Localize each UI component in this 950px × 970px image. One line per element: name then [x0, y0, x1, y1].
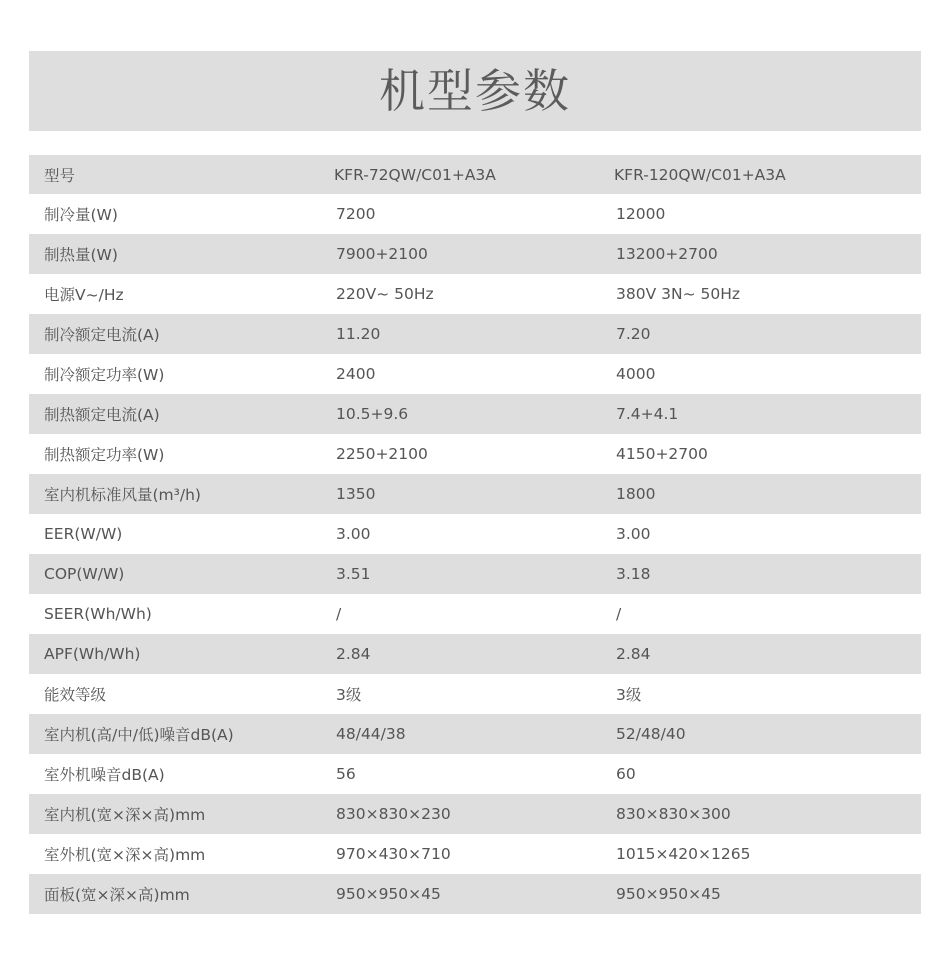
page-title: 机型参数	[379, 64, 571, 118]
table-row	[29, 794, 921, 834]
spec-value-a-cell: 2400	[336, 365, 376, 383]
spec-label-cell: 室外机噪音dB(A)	[44, 766, 165, 784]
spec-value-b-cell: 3.18	[616, 565, 651, 583]
spec-label-cell: 制热额定功率(W)	[44, 446, 165, 464]
spec-label-cell: 电源V~/Hz	[44, 286, 124, 304]
spec-value-b-cell: 950×950×45	[616, 885, 721, 903]
header-model-b-cell: KFR-120QW/C01+A3A	[614, 165, 786, 184]
spec-value-a-cell: 3.51	[336, 565, 371, 583]
spec-value-b-cell: 12000	[616, 205, 666, 223]
table-row	[29, 714, 921, 754]
spec-value-a-cell: 56	[336, 765, 356, 783]
table-row	[29, 434, 921, 474]
spec-value-a-cell: /	[336, 605, 342, 623]
spec-value-b-cell: 4000	[616, 365, 656, 383]
table-row	[29, 514, 921, 554]
header-model-a-cell: KFR-72QW/C01+A3A	[334, 165, 496, 184]
table-row	[29, 194, 921, 234]
spec-value-a-cell: 2.84	[336, 645, 371, 663]
spec-label-cell: 制冷额定功率(W)	[44, 366, 165, 384]
spec-label-cell: SEER(Wh/Wh)	[44, 605, 152, 623]
spec-label-cell: COP(W/W)	[44, 565, 125, 583]
spec-value-b-cell: 3.00	[616, 525, 651, 543]
spec-label-cell: 室内机(宽×深×高)mm	[44, 806, 206, 824]
spec-value-b-cell: 3级	[616, 686, 642, 704]
spec-table	[29, 155, 921, 914]
spec-value-b-cell: /	[616, 605, 622, 623]
spec-label-cell: 制热额定电流(A)	[44, 406, 160, 424]
spec-value-a-cell: 830×830×230	[336, 805, 451, 823]
spec-value-b-cell: 380V 3N~ 50Hz	[616, 285, 740, 303]
table-row	[29, 874, 921, 914]
table-row	[29, 754, 921, 794]
spec-value-b-cell: 7.4+4.1	[616, 405, 679, 423]
spec-value-b-cell: 2.84	[616, 645, 651, 663]
spec-value-a-cell: 2250+2100	[336, 445, 428, 463]
spec-value-b-cell: 1800	[616, 485, 656, 503]
table-row	[29, 474, 921, 514]
spec-value-a-cell: 3.00	[336, 525, 371, 543]
spec-label-cell: APF(Wh/Wh)	[44, 645, 141, 663]
spec-value-b-cell: 7.20	[616, 325, 651, 343]
spec-value-b-cell: 13200+2700	[616, 245, 718, 263]
table-row	[29, 834, 921, 874]
spec-value-a-cell: 7900+2100	[336, 245, 428, 263]
title-bar	[29, 51, 921, 131]
table-row	[29, 594, 921, 634]
table-row	[29, 394, 921, 434]
spec-value-b-cell: 60	[616, 765, 636, 783]
spec-value-a-cell: 1350	[336, 485, 376, 503]
spec-value-a-cell: 950×950×45	[336, 885, 441, 903]
spec-label-cell: 制热量(W)	[44, 246, 118, 264]
table-row	[29, 634, 921, 674]
spec-label-cell: EER(W/W)	[44, 525, 123, 543]
spec-value-a-cell: 220V~ 50Hz	[336, 285, 434, 303]
spec-value-b-cell: 1015×420×1265	[616, 845, 751, 863]
spec-label-cell: 室外机(宽×深×高)mm	[44, 846, 206, 864]
spec-label-cell: 室内机(高/中/低)噪音dB(A)	[44, 726, 234, 744]
spec-value-b-cell: 4150+2700	[616, 445, 708, 463]
header-label-cell: 型号	[44, 166, 76, 185]
table-row	[29, 674, 921, 714]
spec-label-cell: 面板(宽×深×高)mm	[44, 886, 190, 904]
table-row	[29, 274, 921, 314]
spec-label-cell: 制冷量(W)	[44, 206, 118, 224]
spec-label-cell: 制冷额定电流(A)	[44, 326, 160, 344]
spec-value-a-cell: 11.20	[336, 325, 381, 343]
spec-value-b-cell: 52/48/40	[616, 725, 686, 743]
spec-value-a-cell: 7200	[336, 205, 376, 223]
spec-value-a-cell: 970×430×710	[336, 845, 451, 863]
table-row	[29, 554, 921, 594]
spec-value-a-cell: 10.5+9.6	[336, 405, 409, 423]
table-row	[29, 354, 921, 394]
spec-value-a-cell: 48/44/38	[336, 725, 406, 743]
spec-label-cell: 室内机标准风量(m³/h)	[44, 486, 201, 504]
table-row	[29, 314, 921, 354]
table-header-row	[29, 155, 921, 194]
spec-value-a-cell: 3级	[336, 686, 362, 704]
spec-value-b-cell: 830×830×300	[616, 805, 731, 823]
spec-label-cell: 能效等级	[44, 686, 107, 704]
table-row	[29, 234, 921, 274]
